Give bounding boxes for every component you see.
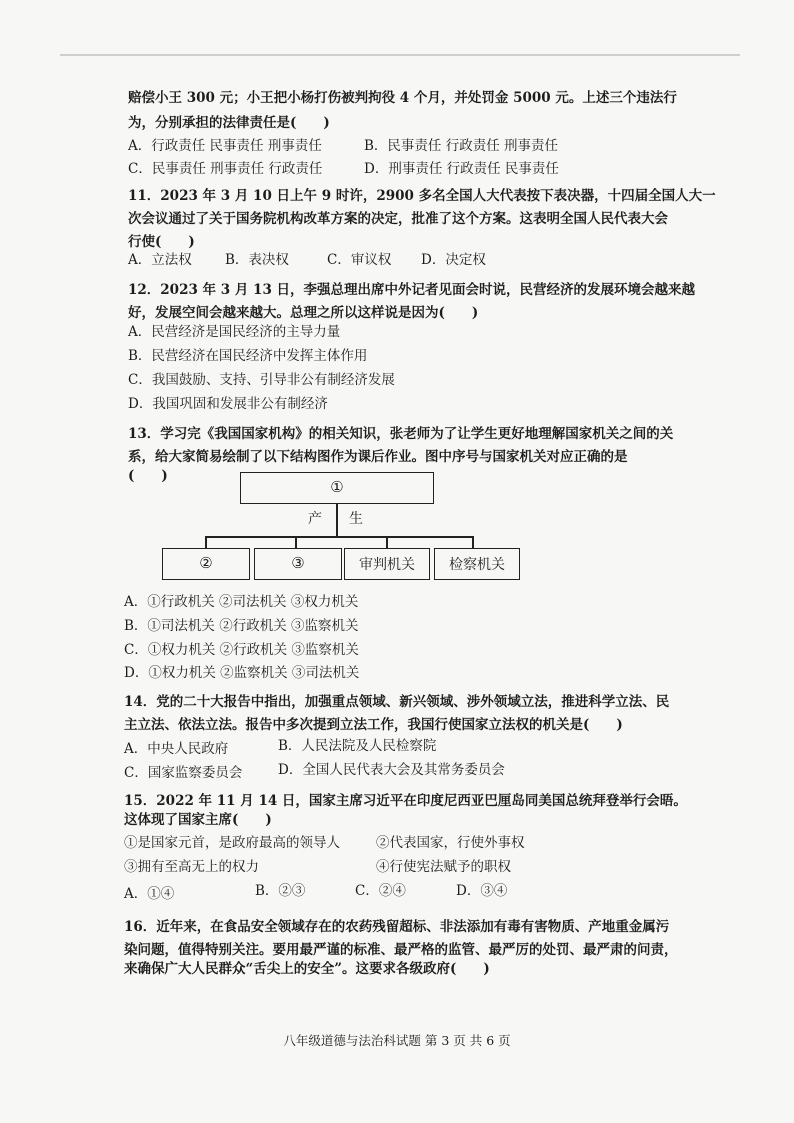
q15-item-3: ③拥有至高无上的权力: [124, 859, 259, 875]
q13-stem-line-1: 13．学习完《我国国家机构》的相关知识，张老师为了让学生更好地理解国家机关之间的关: [128, 426, 674, 442]
q10-continuation-line-1: 赔偿小王 300 元；小王把小杨打伤被判拘役 4 个月，并处罚金 5000 元。上述三个违法行: [128, 90, 677, 106]
q13-option-d: D．①权力机关 ②监察机关 ③司法机关: [124, 665, 360, 681]
q13-stem-line-3: ( ): [128, 468, 168, 484]
q16-stem-line-1: 16．近年来，在食品安全领域存在的农药残留超标、非法添加有毒有害物质、产地重金属污: [124, 919, 670, 935]
q13-option-c: C．①权力机关 ②行政机关 ③监察机关: [124, 642, 359, 658]
q15-option-b: B．②③: [255, 883, 306, 899]
q16-stem-line-2: 染问题，值得特别关注。要用最严谨的标准、最严格的监管、最严厉的处罚、最严肃的问责，: [124, 942, 678, 958]
q10-option-b: B．民事责任 行政责任 刑事责任: [364, 138, 559, 154]
diagram-produce-char-1: 产: [308, 511, 322, 527]
q13-stem-line-2: 系，给大家简易绘制了以下结构图作为课后作业。图中序号与国家机关对应正确的是: [128, 449, 628, 465]
q11-stem-line-3: 行使( ): [128, 234, 195, 250]
q10-option-d: D．刑事责任 行政责任 民事责任: [364, 161, 559, 177]
q10-continuation-line-2: 为，分别承担的法律责任是( ): [128, 115, 330, 131]
q11-stem-line-1: 11．2023 年 3 月 10 日上午 9 时许，2900 多名全国人大代表按下表决器，十四届全国人大一: [128, 188, 716, 204]
q11-option-b: B．表决权: [225, 252, 289, 268]
q14-stem-line-2: 主立法、依法立法。报告中多次提到立法工作，我国行使国家立法权的机关是( ): [124, 717, 623, 733]
q11-stem-line-2: 次会议通过了关于国务院机构改革方案的决定，批准了这个方案。这表明全国人民代表大会: [128, 211, 668, 227]
q14-option-b: B．人民法院及人民检察院: [278, 738, 437, 754]
q14-option-a: A．中央人民政府: [124, 741, 229, 757]
q15-option-d: D．③④: [456, 883, 508, 899]
q11-option-d: D．决定权: [421, 252, 486, 268]
q15-item-4: ④行使宪法赋予的职权: [376, 859, 511, 875]
q12-stem-line-2: 好，发展空间会越来越大。总理之所以这样说是因为( ): [128, 305, 479, 321]
q14-option-c: C．国家监察委员会: [124, 765, 243, 781]
q10-option-a: A．行政责任 民事责任 刑事责任: [128, 138, 322, 154]
diagram-vertical-connector: [336, 503, 338, 537]
q10-option-c: C．民事责任 刑事责任 行政责任: [128, 161, 323, 177]
q13-option-b: B．①司法机关 ②行政机关 ③监察机关: [124, 618, 359, 634]
q12-option-b: B．民营经济在国民经济中发挥主体作用: [128, 348, 368, 364]
q12-option-d: D．我国巩固和发展非公有制经济: [128, 396, 328, 412]
q15-option-c: C．②④: [355, 883, 406, 899]
q11-option-c: C．审议权: [327, 252, 392, 268]
q15-stem-line-2: 这体现了国家主席( ): [124, 812, 272, 828]
q12-option-a: A．民营经济是国民经济的主导力量: [128, 324, 341, 340]
q11-option-a: A．立法权: [128, 252, 192, 268]
diagram-produce-char-2: 生: [349, 511, 363, 527]
q12-option-c: C．我国鼓励、支持、引导非公有制经济发展: [128, 372, 395, 388]
q15-item-1: ①是国家元首，是政府最高的领导人: [124, 835, 340, 851]
q15-item-2: ②代表国家，行使外事权: [376, 835, 525, 851]
diagram-box-3-label: ③: [291, 554, 305, 572]
q13-option-a: A．①行政机关 ②司法机关 ③权力机关: [124, 594, 359, 610]
q14-option-d: D．全国人民代表大会及其常务委员会: [278, 762, 505, 778]
diagram-box-2-label: ②: [199, 554, 213, 572]
diagram-box-procuratorate-label: 检察机关: [449, 557, 505, 573]
q15-stem-line-1: 15．2022 年 11 月 14 日，国家主席习近平在印度尼西亚巴厘岛同美国总统拜登举行会晤。: [124, 793, 687, 809]
q14-stem-line-1: 14．党的二十大报告中指出，加强重点领域、新兴领域、涉外领域立法，推进科学立法、民: [124, 694, 670, 710]
diagram-top-label: ①: [330, 478, 344, 496]
q16-stem-line-3: 来确保广大人民群众“舌尖上的安全”。这要求各级政府( ): [124, 961, 490, 977]
diagram-horizontal-connector: [205, 536, 473, 538]
diagram-box-court-label: 审判机关: [359, 557, 415, 573]
page-footer: 八年级道德与法治科试题 第 3 页 共 6 页: [283, 1033, 511, 1048]
q15-option-a: A．①④: [124, 886, 175, 902]
q12-stem-line-1: 12．2023 年 3 月 13 日，李强总理出席中外记者见面会时说，民营经济的发展环境会越来越: [128, 282, 696, 298]
scan-edge-line: [60, 54, 740, 56]
